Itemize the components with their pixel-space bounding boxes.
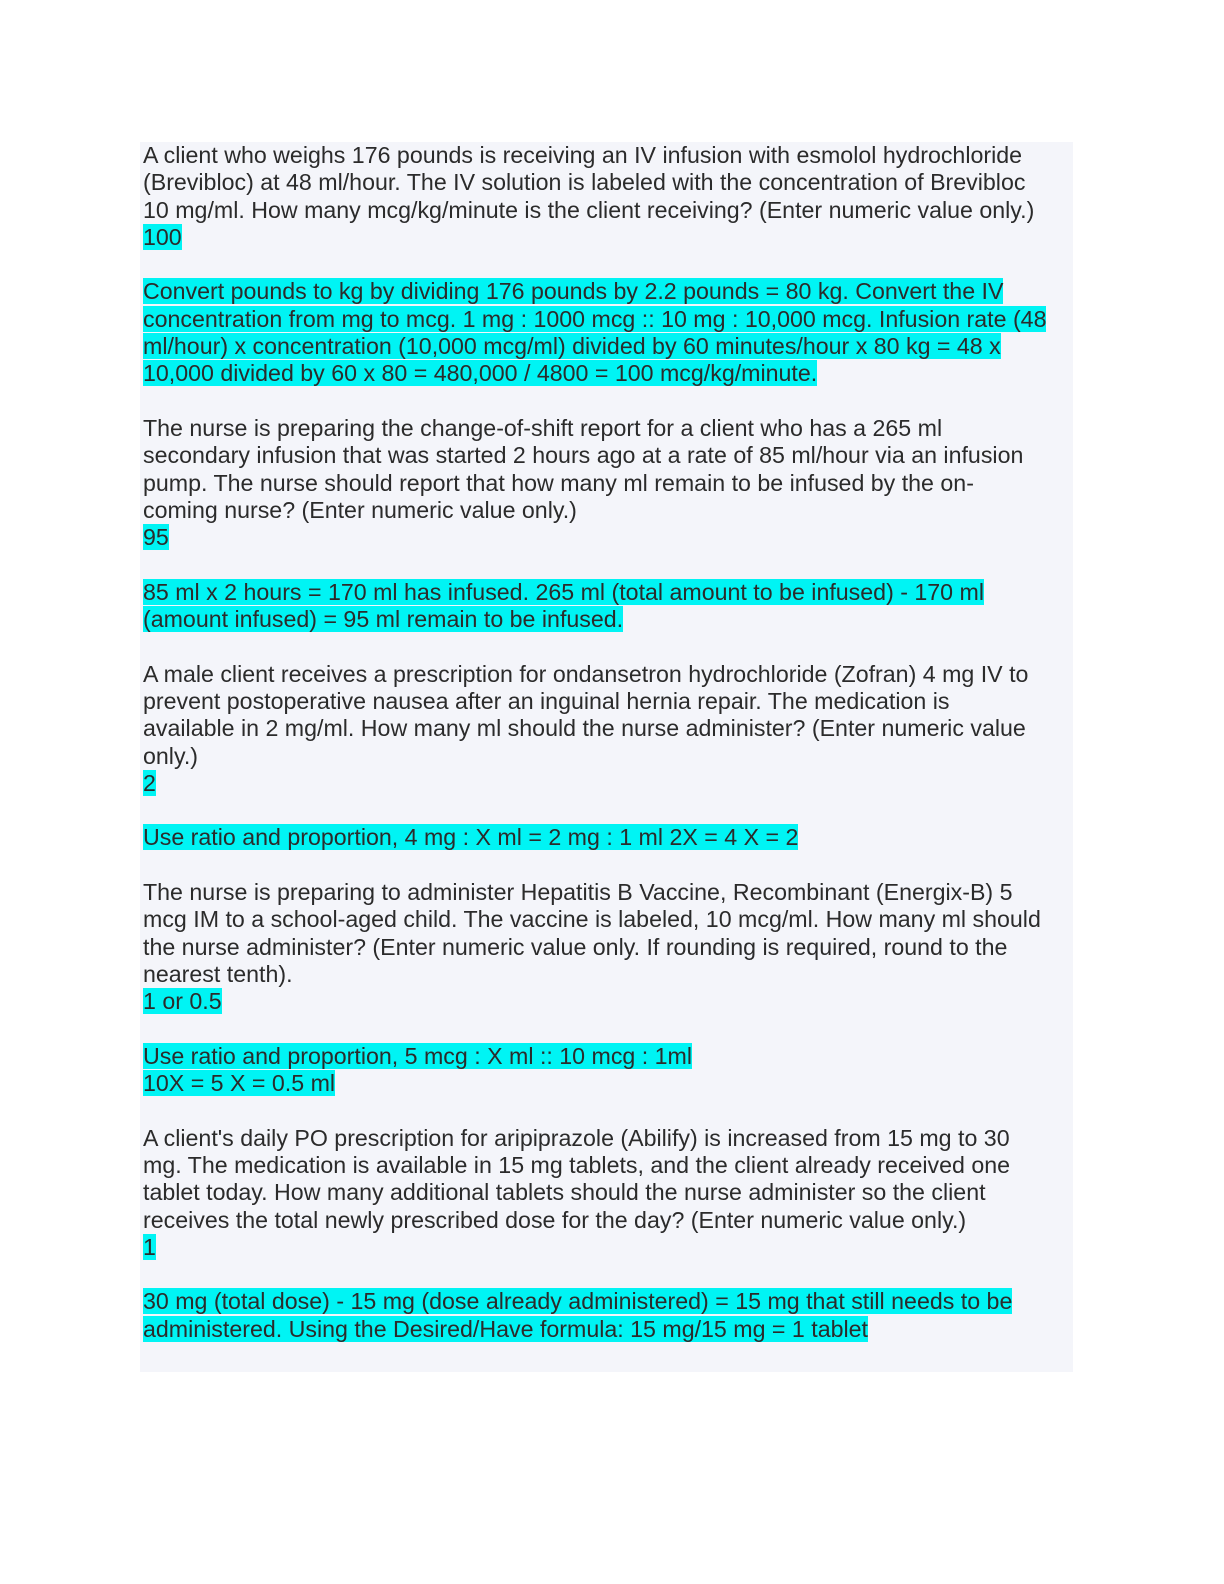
question-line: prevent postoperative nausea after an inguinal hernia repair. The medication is	[143, 687, 950, 714]
rationale-text: Use ratio and proportion, 4 mg : X ml = 2 mg : 1 ml 2X = 4 X = 2	[143, 824, 799, 851]
question-line: secondary infusion that was started 2 hours ago at a rate of 85 ml/hour via an infusion	[143, 442, 1024, 469]
rationale-text: administered. Using the Desired/Have formula: 15 mg/15 mg = 1 tablet	[143, 1315, 868, 1342]
question-line: The nurse is preparing the change-of-shift report for a client who has a 265 ml	[143, 414, 943, 441]
rationale-text: Convert pounds to kg by dividing 176 pounds by 2.2 pounds = 80 kg. Convert the IV	[143, 278, 1004, 305]
question-line: available in 2 mg/ml. How many ml should the nurse administer? (Enter numeric value	[143, 715, 1026, 742]
rationale-text: 10,000 divided by 60 x 80 = 480,000 / 4800 = 100 mcg/kg/minute.	[143, 360, 818, 387]
question-line: pump. The nurse should report that how many ml remain to be infused by the on-	[143, 469, 974, 496]
rationale-3	[143, 824, 1073, 851]
answer-5: 1	[143, 1233, 156, 1260]
question-line: the nurse administer? (Enter numeric value only. If rounding is required, round to the	[143, 933, 1008, 960]
answer-2: 95	[143, 524, 169, 551]
answer-1: 100	[143, 223, 182, 250]
rationale-text: (amount infused) = 95 ml remain to be infused.	[143, 606, 624, 633]
question-line: A male client receives a prescription for ondansetron hydrochloride (Zofran) 4 mg IV to	[143, 660, 1029, 687]
question-line: The nurse is preparing to administer Hepatitis B Vaccine, Recombinant (Energix-B) 5	[143, 879, 1013, 906]
rationale-4	[143, 1043, 1073, 1098]
rationale-line	[143, 606, 1073, 633]
rationale-line	[143, 1288, 1073, 1315]
question-line: A client who weighs 176 pounds is receiving an IV infusion with esmolol hydrochloride	[143, 142, 1023, 168]
question-line: nearest tenth).	[143, 960, 293, 987]
question-3	[143, 661, 1073, 797]
answer-3: 2	[143, 769, 156, 796]
question-1	[143, 142, 1073, 251]
question-line: mg. The medication is available in 15 mg tablets, and the client already received one	[143, 1151, 1011, 1178]
rationale-1	[143, 278, 1073, 387]
answer-line	[143, 1234, 1073, 1261]
question-line: coming nurse? (Enter numeric value only.)	[143, 496, 577, 523]
question-line: receives the total newly prescribed dose for the day? (Enter numeric value only.)	[143, 1206, 967, 1233]
rationale-text: ml/hour) x concentration (10,000 mcg/ml) divided by 60 minutes/hour x 80 kg = 48 x	[143, 333, 1001, 360]
rationale-text: 30 mg (total dose) - 15 mg (dose already administered) = 15 mg that still needs to be	[143, 1288, 1013, 1315]
question-line: mcg IM to a school-aged child. The vaccine is labeled, 10 mcg/ml. How many ml should	[143, 906, 1041, 933]
answer-line	[143, 988, 1073, 1015]
rationale-text: 85 ml x 2 hours = 170 ml has infused. 265 ml (total amount to be infused) - 170 ml	[143, 578, 984, 605]
rationale-line	[143, 360, 1073, 387]
rationale-text: 10X = 5 X = 0.5 ml	[143, 1070, 336, 1097]
question-line: (Brevibloc) at 48 ml/hour. The IV solution is labeled with the concentration of Brevibloc	[143, 169, 1026, 196]
rationale-5	[143, 1288, 1073, 1343]
question-line: 10 mg/ml. How many mcg/kg/minute is the client receiving? (Enter numeric value only.)	[143, 196, 1035, 223]
answer-line	[143, 224, 1073, 251]
question-line: tablet today. How many additional tablets should the nurse administer so the client	[143, 1179, 986, 1206]
question-4	[143, 879, 1073, 1015]
question-line: only.)	[143, 742, 198, 769]
answer-line	[143, 770, 1073, 797]
rationale-2	[143, 579, 1073, 634]
rationale-text: concentration from mg to mcg. 1 mg : 1000 mcg :: 10 mg : 10,000 mcg. Infusion rate (48	[143, 305, 1047, 332]
answer-4: 1 or 0.5	[143, 988, 222, 1015]
rationale-line	[143, 579, 1073, 606]
rationale-line	[143, 278, 1073, 305]
rationale-line	[143, 824, 1073, 851]
question-5	[143, 1125, 1073, 1261]
rationale-line	[143, 1316, 1073, 1343]
rationale-line	[143, 333, 1073, 360]
rationale-line	[143, 306, 1073, 333]
question-2	[143, 415, 1073, 551]
rationale-line	[143, 1043, 1073, 1070]
document-content	[143, 142, 1073, 1370]
rationale-line	[143, 1070, 1073, 1097]
rationale-text: Use ratio and proportion, 5 mcg : X ml :: 10 mcg : 1ml	[143, 1042, 692, 1069]
question-line: A client's daily PO prescription for aripiprazole (Abilify) is increased from 15 mg to 30	[143, 1124, 1010, 1151]
answer-line	[143, 524, 1073, 551]
